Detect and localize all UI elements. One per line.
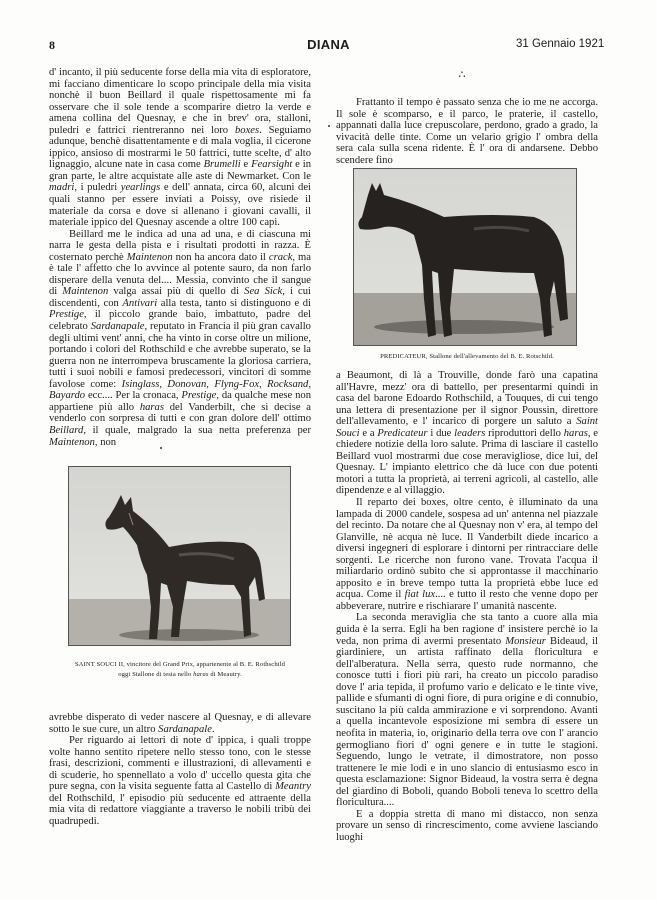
italic-term: Beillard: [49, 424, 84, 436]
right-column-bottom-text: [336, 370, 598, 843]
italic-term: boxes: [234, 124, 260, 136]
italic-term: haras: [139, 401, 164, 413]
text-run: del Rothschild, l' episodio più seducente ed attraente della mia vita di redattore viaggiante a traverso le nobili tribù dei quadrupedi.: [49, 792, 311, 827]
italic-term: Brumelli: [203, 159, 241, 171]
paragraph: [336, 97, 598, 166]
italic-term: Maintenon: [62, 286, 109, 298]
italic-term: Saint Souci: [336, 416, 598, 439]
text-run: del Vanderbilt, che si decise a venderlo con sorpresa di tutti e con gran dolore dell' ottimo: [49, 401, 312, 425]
text-run: , i cui discendenti, con: [49, 286, 311, 309]
italic-term: Isinglass, Donovan, Flyng-Fox, Rocksand, Bayardo: [49, 378, 311, 402]
text-run: non ha ancora dato il: [172, 251, 269, 263]
text-run: , reputato in Francia il più gran cavallo degli ultimi vent' anni, che ha vinto in corse oltre un milione, portando i colori del Rothschild e che avrebbe superato, se la guerra non ne interrompeva bruscamente la gloriosa carriera, tutti i suoi nobili e famosi predecessori, vincitori di somme favolose come:: [49, 321, 311, 390]
paragraph: [336, 612, 598, 808]
right-column-top-text: [336, 97, 598, 166]
text-run: d' incanto, il più seducente forse della mia vita di esploratore, mi facciano dimenticare lo scopo principale della mia visita nonchè il buon Beillard il quale rispettosamente mi fa osservare che il sole tende a scomparire dietro la verde e amena collina del Quesnay, e che in brev' ora, stalloni, puledri e fattrici rientreranno nei loro: [49, 67, 311, 136]
text-run: , e chiedere notizie della loro salute. Prima di lasciare il castello Beillard vuol mostrarmi due cose meravigliose, dice lui, del Quesnay. L' impianto elettrico che dà luce con due potenti motori a tutta la proprietà, ai terreni agricoli, al castello, alle dipendenze e al villaggio.: [336, 427, 599, 497]
text-run: i due: [427, 427, 455, 439]
text-run: alla testa, tanto si distinguono e di: [157, 297, 311, 309]
text-run: avrebbe disperato di veder nascere al Quesnay, e di allevare sotto le sue cure, un altro: [49, 712, 311, 735]
caption-saint-souci-line1: SAINT SOUCI II, vincitore del Grand Prix, appartenente al B. E. Rothschild: [75, 661, 285, 668]
section-break-dinkus: ∴: [458, 69, 466, 81]
italic-term: Sardanapale: [90, 321, 145, 333]
text-run: a Beaumont, di là a Trouville, donde farò una capatina all'Havre, mezz' ora di battello, per presentarmi quindi in casa del barone Edoardo Rothschild, a Touques, di cui tengo una lettera di presentazione per il signor Poussin, direttore dell'allevamento, e l' incarico di porgere un saluto a: [336, 370, 598, 428]
text-run: E a doppia stretta di mano mi distacco, non senza provare un senso di rincrescimento, come avviene lasciando luoghi: [336, 808, 598, 843]
italic-term: Antivari: [122, 297, 158, 309]
figure-saint-souci-photo: [68, 466, 291, 646]
horse-photo-predicateur: [354, 169, 576, 345]
caption-saint-souci-line2: oggi Stallone di testa nello haras di Meautry.: [118, 671, 242, 678]
caption-saint-souci: [49, 660, 311, 680]
text-run: e in gran parte, le altre acquistate alle aste di Newmarket. Con le: [49, 159, 311, 182]
text-run: riproduttori dello: [485, 427, 564, 439]
italic-term: madri: [49, 182, 75, 194]
paragraph: [49, 712, 311, 735]
italic-term: Predicateur: [377, 427, 428, 439]
horse-photo-saint-souci: [69, 467, 290, 645]
paragraph: [336, 497, 598, 612]
italic-term: Sardanapale: [158, 723, 212, 735]
page-number: 8: [49, 38, 55, 52]
italic-term: Prestige: [49, 309, 84, 321]
text-run: e dell' annata, circa 60, alcuni dei quali stanno per essere inviati a Poissy, ove risiede il materiale da corsa e dove si allenano i giovani cavalli, il materiale ippico del Quesnay ascende a oltre 100 capi.: [49, 182, 311, 229]
text-run: Frattanto il tempo è passato senza che io me ne accorga. Il sole è scomparso, e il parco, le praterie, il castello, appannati dalla luce crepuscolare, perdono, grado a grado, la vivacità delle tinte. Come un velario grigio l' ombra della sera cala sulla scena ridente. È l' ora di andarsene. Debbo scendere fino: [336, 97, 598, 166]
italic-term: Sea Sick: [244, 286, 283, 298]
issue-date: 31 Gennaio 1921: [516, 38, 605, 50]
text-run: e: [240, 159, 252, 171]
text-run: , il piccolo grande baio, imbattuto, padre del celebrato: [49, 309, 311, 333]
figure-predicateur-photo: [353, 168, 577, 346]
italic-term: Prestige: [181, 390, 217, 402]
journal-title: DIANA: [307, 37, 350, 52]
text-run: La seconda meraviglia che sta tanto a cuore alla mia guida è la serra. Egli ha ben ragione d' insistere perchè io la veda, non prima di avermi presentato: [336, 612, 598, 647]
text-run: .: [211, 723, 215, 735]
italic-term: Meantry: [275, 781, 311, 793]
text-run: , ma è tale l' affetto che lo avvince al potente sauro, da non farlo disperare della venuta del.... Messia, convinto che il sangue di: [49, 251, 311, 298]
text-run: Il reparto dei boxes, oltre cento, è illuminato da una lampada di 2000 candele, sospesa ad un' antenna nel piazzale del recinto. Da notare che al Quesnay non v' era, al tempo del Glanville, nè acqua nè luce. Il Vanderbilt diede incarico a diversi ingegneri di esplorare i dintorni per rintracciare delle sorgenti. Le ricerche non furono vane. Trovata l'acqua il miliardario ordinò subito che si approntasse il macchinario apposito e in breve tempo tutta la proprietà ebbe luce ed acqua. Come il: [336, 497, 598, 601]
text-run: ecc.... Per la cronaca,: [85, 390, 182, 402]
paragraph: [336, 809, 598, 844]
text-run: , da qualche mese non appartiene più allo: [49, 390, 311, 413]
text-run: , non: [94, 436, 117, 448]
text-run: e a: [359, 427, 378, 439]
text-run: , i puledri: [74, 182, 121, 194]
print-speck: [328, 125, 330, 127]
print-speck: [160, 447, 162, 449]
italic-term: crack: [268, 251, 293, 263]
text-run: valga assai più di quello di: [108, 286, 245, 298]
italic-term: Fearsight: [251, 159, 293, 171]
paragraph: [336, 370, 598, 497]
paragraph: [49, 229, 311, 448]
paragraph: [49, 67, 311, 229]
left-column-top-text: [49, 67, 311, 448]
text-run: Bideaud, il giardiniere, un artista raffinato della floricultura e dell'alberatura. Nella serra, questo rude normanno, che conosce tutti i fiori più rari, ha creato un piccolo paradiso dove l' aria tepida, il profumo vario e delicato e le tinte vive, pallide e sfumanti di ogni fiore, di pura origine e di connubio, suscitano la più calda ammirazione e vi sorprendono. Avanti a quella incantevole esposizione mi sembra di essere un neofita in materia, io, originario della terra ove con l' arancio germogliano fiori d' ogni genere e in tutte le stagioni. Seguendo, lungo le vetrate, il dimostratore, non posso trattenere le mie lodi e in uno slancio di entusiasmo esco in questa esclamazione: Signor Bideaud, la vostra serra è degna del giardino di Boboli, quando Boboli teneva lo scettro della floricultura....: [336, 635, 598, 809]
left-column-bottom-text: [49, 712, 311, 827]
italic-term: yearlings: [120, 182, 161, 194]
text-run: Per riguardo ai lettori di note d' ippica, i quali troppe volte hanno sentito ripetere nello stesso tono, con le stesse frasi, descrizioni, commenti e illustrazioni, di allevamenti e di scuderie, ho spennellato a volo d' uccello questa gita che pure segna, con la visita seguente fatta al Castello di: [49, 735, 311, 793]
paragraph: [49, 735, 311, 827]
text-run: Beillard me le indica ad una ad una, e di ciascuna mi narra le gesta della pista e i risultati prodotti in razza. È costernato perchè: [49, 228, 311, 263]
italic-term: haras: [563, 427, 588, 439]
italic-term: Monsieur: [505, 635, 546, 647]
text-run: , il quale, malgrado la sua netta preferenza per: [83, 424, 311, 436]
page-header: [0, 38, 657, 54]
text-run: . Seguiamo adunque, benchè disattentamente e di mala voglia, il cicerone ippico, ansioso di mostrarmi le 50 fattrici, tutte scelte, d' alto lignaggio, alcune nate in casa come: [49, 124, 312, 171]
text-run: .... e tutto il resto che venne dopo per abbeverare, nutrire e rischiarare l' umanità nascente.: [336, 589, 598, 612]
caption-predicateur: PREDICATEUR, Stallone dell'allevamento del B. E. Rotschild.: [380, 353, 554, 360]
italic-term: Maintenon: [126, 251, 173, 263]
italic-term: leaders: [454, 427, 486, 439]
italic-term: Maintenon: [49, 436, 95, 448]
italic-term: fiat lux: [404, 589, 436, 601]
